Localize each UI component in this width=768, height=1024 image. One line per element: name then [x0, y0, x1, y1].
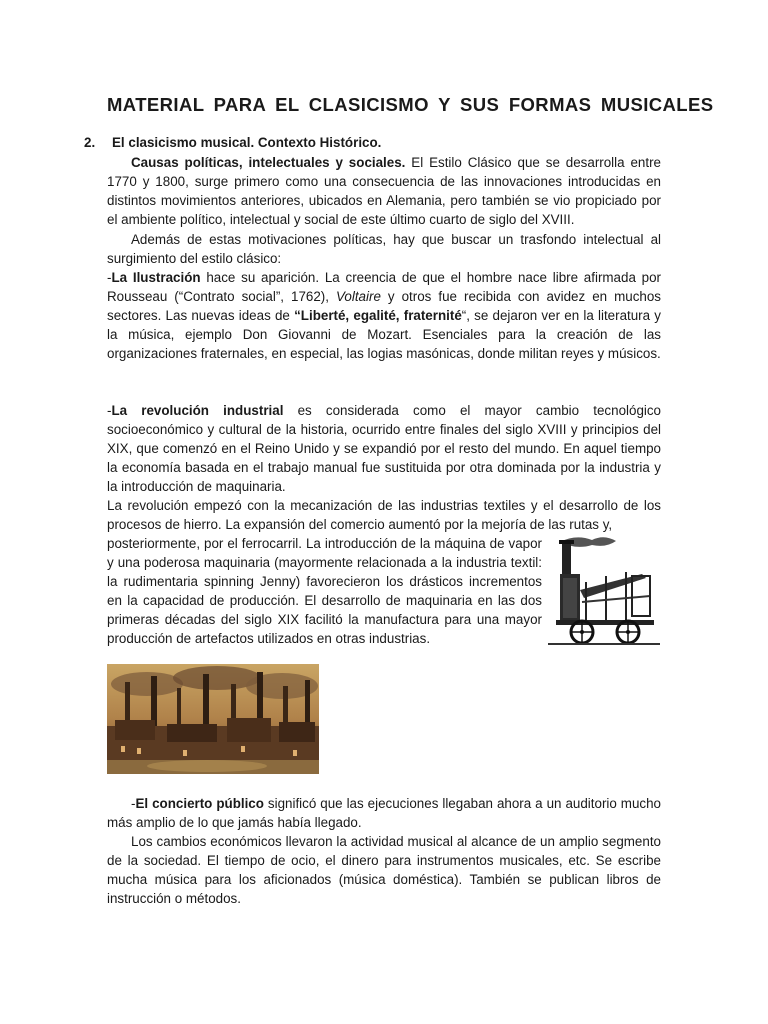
italic-voltaire: Voltaire	[335, 289, 381, 304]
paragraph-mecanizacion	[107, 496, 661, 534]
text-concierto: significó que las ejecuciones llegaban ahora a un auditorio mucho más amplio de lo que jamás había llegado.	[107, 796, 661, 830]
steam-locomotive-image	[546, 532, 662, 648]
paragraph-motivaciones	[107, 230, 661, 268]
bold-concierto: El concierto público	[135, 796, 264, 811]
paragraph-cambios	[107, 832, 661, 908]
text-mecanizacion: La revolución empezó con la mecanización de las industrias textiles y el desarrollo de los procesos de hierro. La expansión del comercio aumentó por la mejoría de las rutas y,	[107, 498, 661, 532]
text-causas: El Estilo Clásico que se desarrolla entre 1770 y 1800, surge primero como una consecuencia de las innovaciones introducidas en distintos movimientos anteriores, ubicados en Alemania, pero también se vio propiciado por el ambiente político, intelectual y social de este último cuarto de siglo del XVIII.	[107, 155, 661, 227]
text-cambios: Los cambios económicos llevaron la actividad musical al alcance de un amplio segmento de la sociedad. El tiempo de ocio, el dinero para instrumentos musicales, etc. Se escribe mucha música para los aficionados (música doméstica). También se publican libros de instrucción o métodos.	[107, 834, 661, 906]
section-number: 2.	[84, 135, 96, 150]
paragraph-concierto	[107, 794, 661, 832]
text-ilustracion-3: “, se dejaron ver en la literatura y la música, ejemplo Don Giovanni de Mozart. Esenciales para la creación de las organizaciones fraternales, en especial, las logias masónicas, donde militan reyes y músicos.	[107, 308, 662, 361]
text-revolucion: es considerada como el mayor cambio tecnológico socioeconómico y cultural de la historia, ocurrido entre finales del siglo XVIII y principios del XIX, que comenzó en el Reino Unido y se expandió por el resto del mundo. En aquel tiempo la economía basada en el trabajo manual fue sustituida por otra dominada por la industria y la introducción de maquinaria.	[107, 403, 662, 494]
paragraph-ferrocarril	[107, 534, 542, 648]
bold-causas: Causas políticas, intelectuales y sociales.	[131, 155, 406, 170]
paragraph-causas	[107, 153, 661, 229]
text-ferrocarril: posteriormente, por el ferrocarril. La introducción de la máquina de vapor y una poderosa maquinaria (mayormente relacionada a la industria textil: la rudimentaria spinning Jenny) favorecieron los drásticos incrementos en la capacidad de producción. El desarrollo de maquinaria en las dos primeras décadas del siglo XIX facilitó la manufactura para una mayor producción de artefactos utilizados en otras industrias.	[107, 536, 542, 646]
dash-ilustracion: -	[107, 270, 112, 285]
text-ilustracion-1: hace su aparición. La creencia de que el hombre nace libre afirmada por Rousseau (“Contrato social”, 1762),	[107, 270, 662, 304]
paragraph-ilustracion	[107, 268, 661, 363]
dash-revolucion: -	[107, 403, 112, 418]
section-heading: El clasicismo musical. Contexto Histórico.	[112, 135, 382, 150]
text-motivaciones: Además de estas motivaciones políticas, hay que buscar un trasfondo intelectual al surgimiento del estilo clásico:	[107, 232, 661, 266]
paragraph-revolucion	[107, 401, 661, 496]
factory-landscape-image	[107, 664, 319, 774]
bold-revolucion: La revolución industrial	[111, 403, 284, 418]
page-title: MATERIAL PARA EL CLASICISMO Y SUS FORMAS MUSICALES	[107, 94, 714, 115]
bold-ilustracion: La Ilustración	[111, 270, 201, 285]
dash-concierto: -	[131, 796, 136, 811]
bold-liberte: “Liberté, egalité, fraternité	[294, 308, 462, 323]
text-ilustracion-2: y otros fue recibida con avidez en muchos sectores. Las nuevas ideas de	[107, 289, 661, 323]
